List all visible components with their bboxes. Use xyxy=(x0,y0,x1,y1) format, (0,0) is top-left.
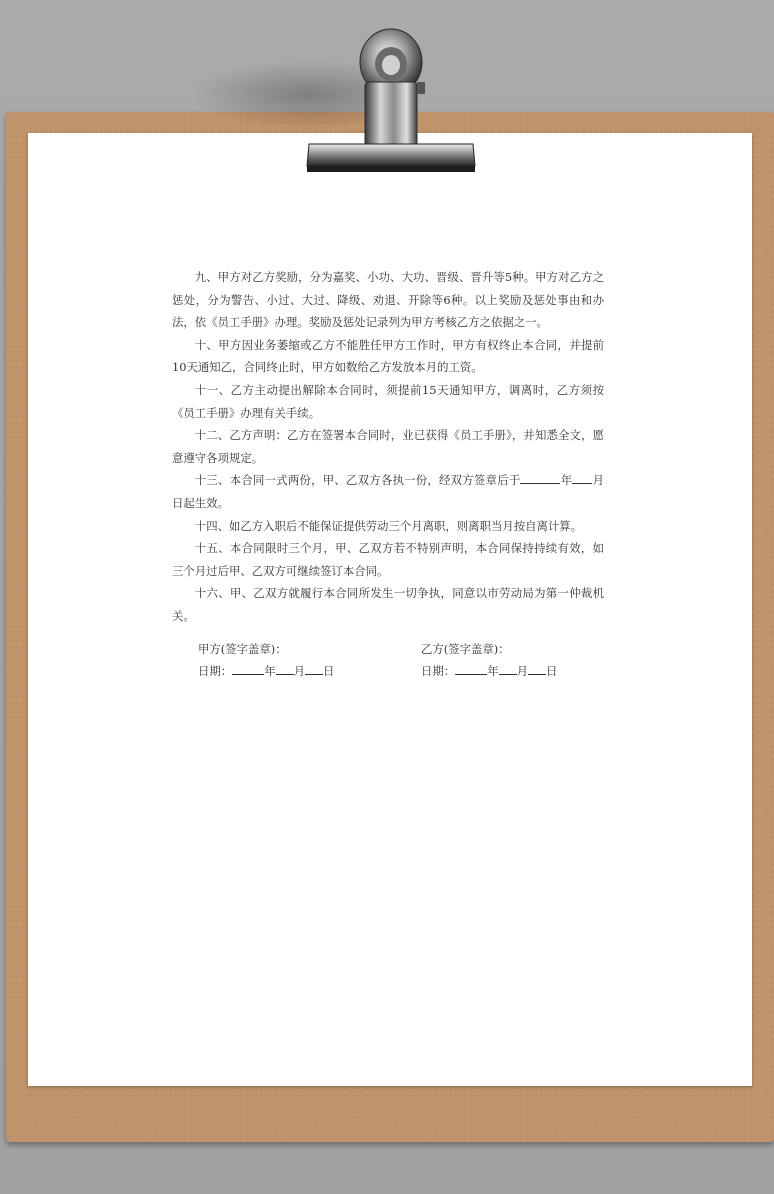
party-a-day-blank[interactable] xyxy=(305,662,323,675)
clause-13 xyxy=(172,469,604,514)
party-b-day-blank[interactable] xyxy=(528,662,546,675)
date-label: 日期： xyxy=(198,664,233,678)
date-label: 日期： xyxy=(421,664,456,678)
party-a-signature xyxy=(198,638,334,682)
binder-clip-icon xyxy=(305,26,477,176)
clause-10: 十、甲方因业务萎缩或乙方不能胜任甲方工作时，甲方有权终止本合同，并提前10天通知乙，合同终止时，甲方如数给乙方发放本月的工资。 xyxy=(172,337,604,375)
party-b-date xyxy=(421,660,557,682)
clause-16: 十六、甲、乙双方就履行本合同所发生一切争执，同意以市劳动局为第一仲裁机关。 xyxy=(172,586,604,623)
day-label: 日 xyxy=(546,664,558,678)
party-a-label: 甲方(签字盖章)： xyxy=(198,642,287,656)
month-label: 月 xyxy=(516,664,528,678)
clause-12: 十二、乙方声明：乙方在签署本合同时，业已获得《员工手册》，并知悉全文，愿意遵守各项规定。 xyxy=(172,428,604,465)
party-a-year-blank[interactable] xyxy=(232,662,264,675)
party-a-date xyxy=(198,660,334,682)
clause-15: 十五、本合同限时三个月，甲、乙双方若不特别声明，本合同保持持续有效，如三个月过后甲、乙双方可继续签订本合同。 xyxy=(172,541,604,578)
clause-13-year: 年 xyxy=(560,473,573,488)
party-b-year-blank[interactable] xyxy=(455,662,487,675)
month-blank[interactable] xyxy=(572,471,592,484)
year-blank[interactable] xyxy=(520,471,560,484)
party-b-signature xyxy=(421,638,557,682)
party-a-month-blank[interactable] xyxy=(276,662,294,675)
month-label: 月 xyxy=(293,664,305,678)
clause-13-before: 十三、本合同一式两份，甲、乙双方各执一份，经双方签章后于 xyxy=(194,473,521,488)
day-label: 日 xyxy=(323,664,335,678)
clause-13-month: 月 xyxy=(592,473,604,488)
year-label: 年 xyxy=(264,664,276,678)
party-b-month-blank[interactable] xyxy=(499,662,517,675)
party-b-label: 乙方(签字盖章)： xyxy=(421,642,510,656)
clause-9: 九、甲方对乙方奖励，分为嘉奖、小功、大功、晋级、晋升等5种。甲方对乙方之惩处，分为警告、小过、大过、降级、劝退、开除等6种。以上奖励及惩处事由和办法，依《员工手册》办理。奖励及惩处记录列为甲方考核乙方之依据之一。 xyxy=(172,270,604,330)
clause-14: 十四、如乙方入职后不能保证提供劳动三个月离职，则离职当月按自离计算。 xyxy=(194,518,583,533)
clause-13-after: 日起生效。 xyxy=(172,495,229,510)
year-label: 年 xyxy=(487,664,499,678)
clause-11: 十一、乙方主动提出解除本合同时，须提前15天通知甲方，调离时，乙方须按《员工手册》办理有关手续。 xyxy=(172,382,604,420)
contract-text xyxy=(172,266,604,628)
